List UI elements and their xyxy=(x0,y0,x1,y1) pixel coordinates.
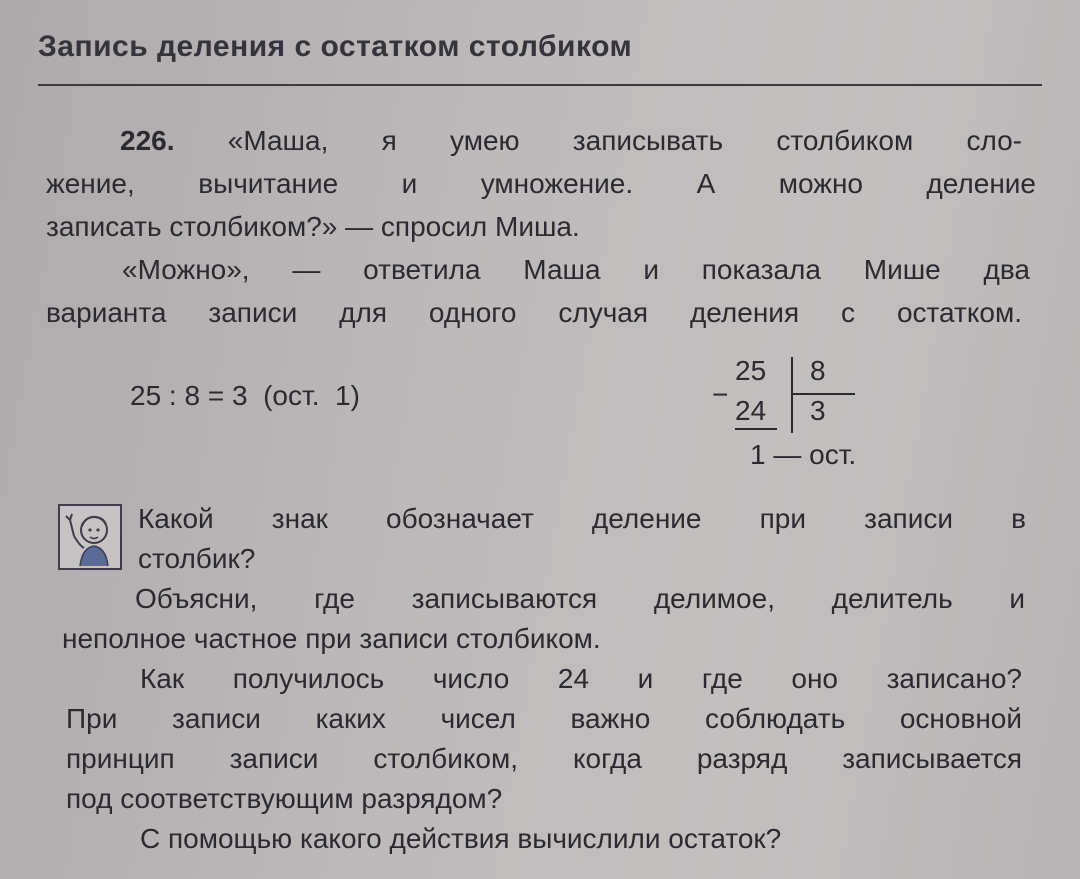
question-3-line-3: принцип записи столбиком, когда разряд записывается xyxy=(66,743,1022,774)
remainder-note: 1 — ост. xyxy=(750,439,857,470)
divisor: 8 xyxy=(810,355,826,386)
division-vertical-line xyxy=(791,357,793,433)
question-3-line-1: Как получилось число 24 и где оно записано? xyxy=(140,663,1022,694)
question-2-line-2: неполное частное при записи столбиком. xyxy=(62,623,601,654)
question-1-line-1: Какой знак обозначает деление при записи в xyxy=(138,503,1026,534)
quotient: 3 xyxy=(810,395,826,426)
question-3-line-2: При записи каких чисел важно соблюдать основной xyxy=(66,703,1022,734)
subtrahend-underline xyxy=(735,428,777,430)
problem-number: 226. xyxy=(120,125,175,156)
division-horizontal-line xyxy=(791,393,855,395)
minus-sign: − xyxy=(712,379,729,410)
problem-line-1 xyxy=(120,127,1022,155)
problem-answer-line-2: варианта записи для одного случая деления с остатком. xyxy=(46,297,1022,328)
problem-intro-line-3: записать столбиком?» — спросил Миша. xyxy=(46,211,580,242)
thinking-boy-icon xyxy=(58,504,122,570)
problem-intro-line-1: «Маша, я умею записывать столбиком сло- xyxy=(227,125,1022,156)
division-formula: 25 : 8 = 3 (ост. 1) xyxy=(130,380,360,411)
subtrahend: 24 xyxy=(735,395,767,426)
question-4-line-1: С помощью какого действия вычислили остаток? xyxy=(140,823,782,854)
section-title: Запись деления с остатком столбиком xyxy=(38,30,633,63)
problem-intro-line-2: жение, вычитание и умножение. А можно деление xyxy=(46,168,1036,199)
question-2-line-1: Объясни, где записываются делимое, делитель и xyxy=(135,583,1025,614)
problem-answer-line-1: «Можно», — ответила Маша и показала Мише два xyxy=(122,254,1030,285)
question-1-line-2: столбик? xyxy=(138,543,256,574)
question-3-line-4: под соответствующим разрядом? xyxy=(66,783,503,814)
long-division xyxy=(710,355,910,475)
title-divider xyxy=(38,84,1042,86)
dividend: 25 xyxy=(735,355,767,386)
